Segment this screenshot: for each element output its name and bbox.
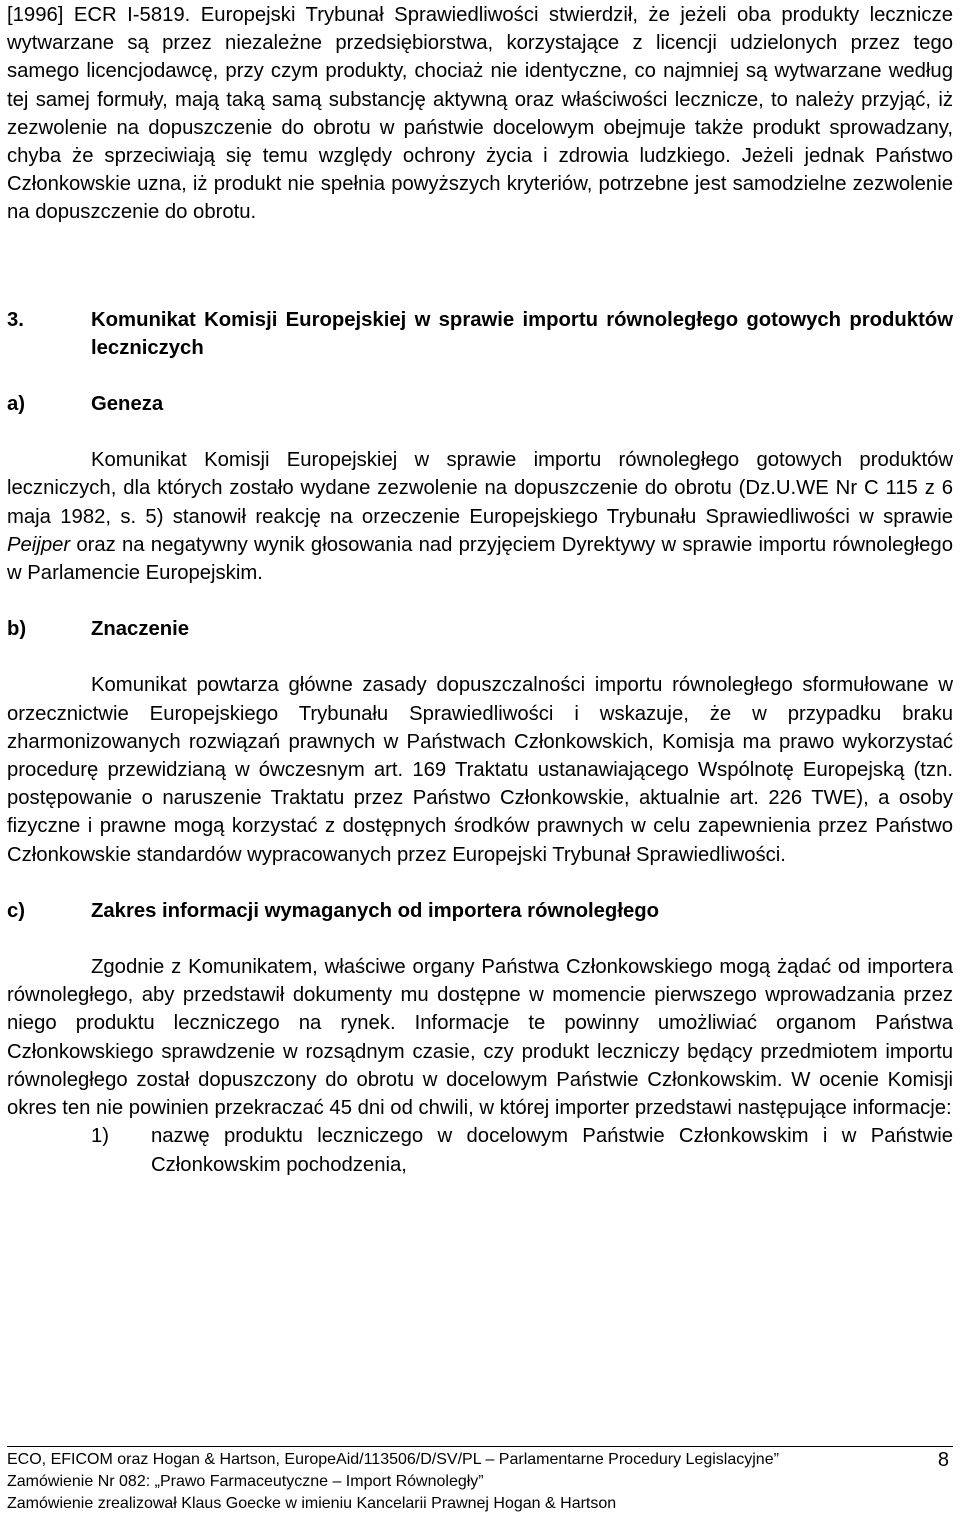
section-b-label: b) — [7, 618, 27, 641]
page-number: 8 — [937, 1449, 949, 1471]
section-b-heading — [7, 615, 953, 643]
section-3-heading — [7, 306, 953, 362]
section-b-body: Komunikat powtarza główne zasady dopuszczalności importu równoległego sformułowane w orzecznictwie Europejskiego Trybunału Sprawiedliwości i wskazuje, że w przypadku braku zharmonizowanych rozwiązań prawnych w Państwach Członkowskich, Komisja ma prawo wykorzystać procedurę przewidzianą w ówczesnym art. 169 Traktatu ustanawiającego Wspólnotę Europejską (tzn. postępowanie o naruszenie Traktatu przez Państwo Członkowskie, aktualnie art. 226 TWE), a osoby fizyczne i prawne mogą korzystać z dostępnych środków prawnych w celu zapewnienia przez Państwo Członkowskie standardów wypracowanych przez Europejski Trybunał Sprawiedliwości. — [7, 674, 953, 866]
section-a-body-part1: Komunikat Komisji Europejskiej w sprawie importu równoległego gotowych produktów leczniczych, dla których zostało wydane zezwolenie na dopuszczenie do obrotu (Dz.U.WE Nr C 115 z 6 maja 1982, s. 5) stanowił reakcję na orzeczenie Europejskiego Trybunału Sprawiedliwości w sprawie — [7, 449, 953, 528]
section-c-label: c) — [7, 899, 26, 922]
section-3-title: Komunikat Komisji Europejskiej w sprawie importu równoległego gotowych produktów leczniczych — [91, 308, 953, 359]
footer-line-3: Zamówienie zrealizował Klaus Goecke w imieniu Kancelarii Prawnej Hogan & Hartson — [7, 1495, 617, 1512]
intro-paragraph: [1996] ECR I-5819. Europejski Trybunał Sprawiedliwości stwierdził, że jeżeli oba produkty lecznicze wytwarzane są przez niezależne przedsiębiorstwa, korzystające z licencji udzielonych przez tego samego licencjodawcę, przy czym produkty, chociaż nie identyczne, co najmniej są wytwarzane według tej samej formuły, mają taką samą substancję aktywną oraz właściwości lecznicze, to należy przyjąć, iż zezwolenie na dopuszczenie do obrotu w państwie docelowym obejmuje także produkt sprowadzany, chyba że sprzeciwiają się temu względy ochrony życia i zdrowia ludzkiego. Jeżeli jednak Państwo Członkowskie uzna, iż produkt nie spełnia powyższych kryteriów, potrzebne jest samodzielne zezwolenie na dopuszczenie do obrotu. — [7, 4, 953, 224]
footer-line-2: Zamówienie Nr 082: „Prawo Farmaceutyczne – Import Równoległy” — [7, 1473, 484, 1490]
section-b-title: Znaczenie — [91, 618, 190, 641]
section-a-title: Geneza — [91, 393, 164, 416]
section-c-body: Zgodnie z Komunikatem, właściwe organy Państwa Członkowskiego mogą żądać od importera równoległego, aby przedstawił dokumenty mu dostępne w momencie pierwszego wprowadzania przez niego produktu leczniczego na rynek. Informacje te powinny umożliwiać organom Państwa Członkowskiego sprawdzenie w rozsądnym czasie, czy produkt leczniczy będący przedmiotem importu równoległego został dopuszczony do obrotu w docelowym Państwie Członkowskim. W ocenie Komisji okres ten nie powinien przekraczać 45 dni od chwili, w której importer przedstawi następujące informacje: — [7, 956, 953, 1120]
section-a-body — [7, 446, 953, 587]
list-item-text: nazwę produktu leczniczego w docelowym Państwie Członkowskim i w Państwie Członkowskim pochodzenia, — [151, 1125, 953, 1176]
page-footer — [7, 1446, 953, 1515]
list-item — [7, 1122, 953, 1178]
footer-line-1: ECO, EFICOM oraz Hogan & Hartson, EuropeAid/113506/D/SV/PL – Parlamentarne Procedury Legislacyjne” — [7, 1451, 779, 1468]
section-c-title: Zakres informacji wymaganych od importera równoległego — [91, 899, 660, 922]
section-a-heading — [7, 390, 953, 418]
list-item-number: 1) — [91, 1125, 110, 1148]
document-page — [7, 0, 953, 1179]
section-a-body-part2: oraz na negatywny wynik głosowania nad przyjęciem Dyrektywy w sprawie importu równoległego w Parlamencie Europejskim. — [7, 533, 953, 585]
section-a-body-italic: Peijper — [7, 533, 71, 556]
section-c-heading — [7, 897, 953, 925]
section-3-number: 3. — [7, 308, 24, 331]
section-a-label: a) — [7, 393, 26, 416]
